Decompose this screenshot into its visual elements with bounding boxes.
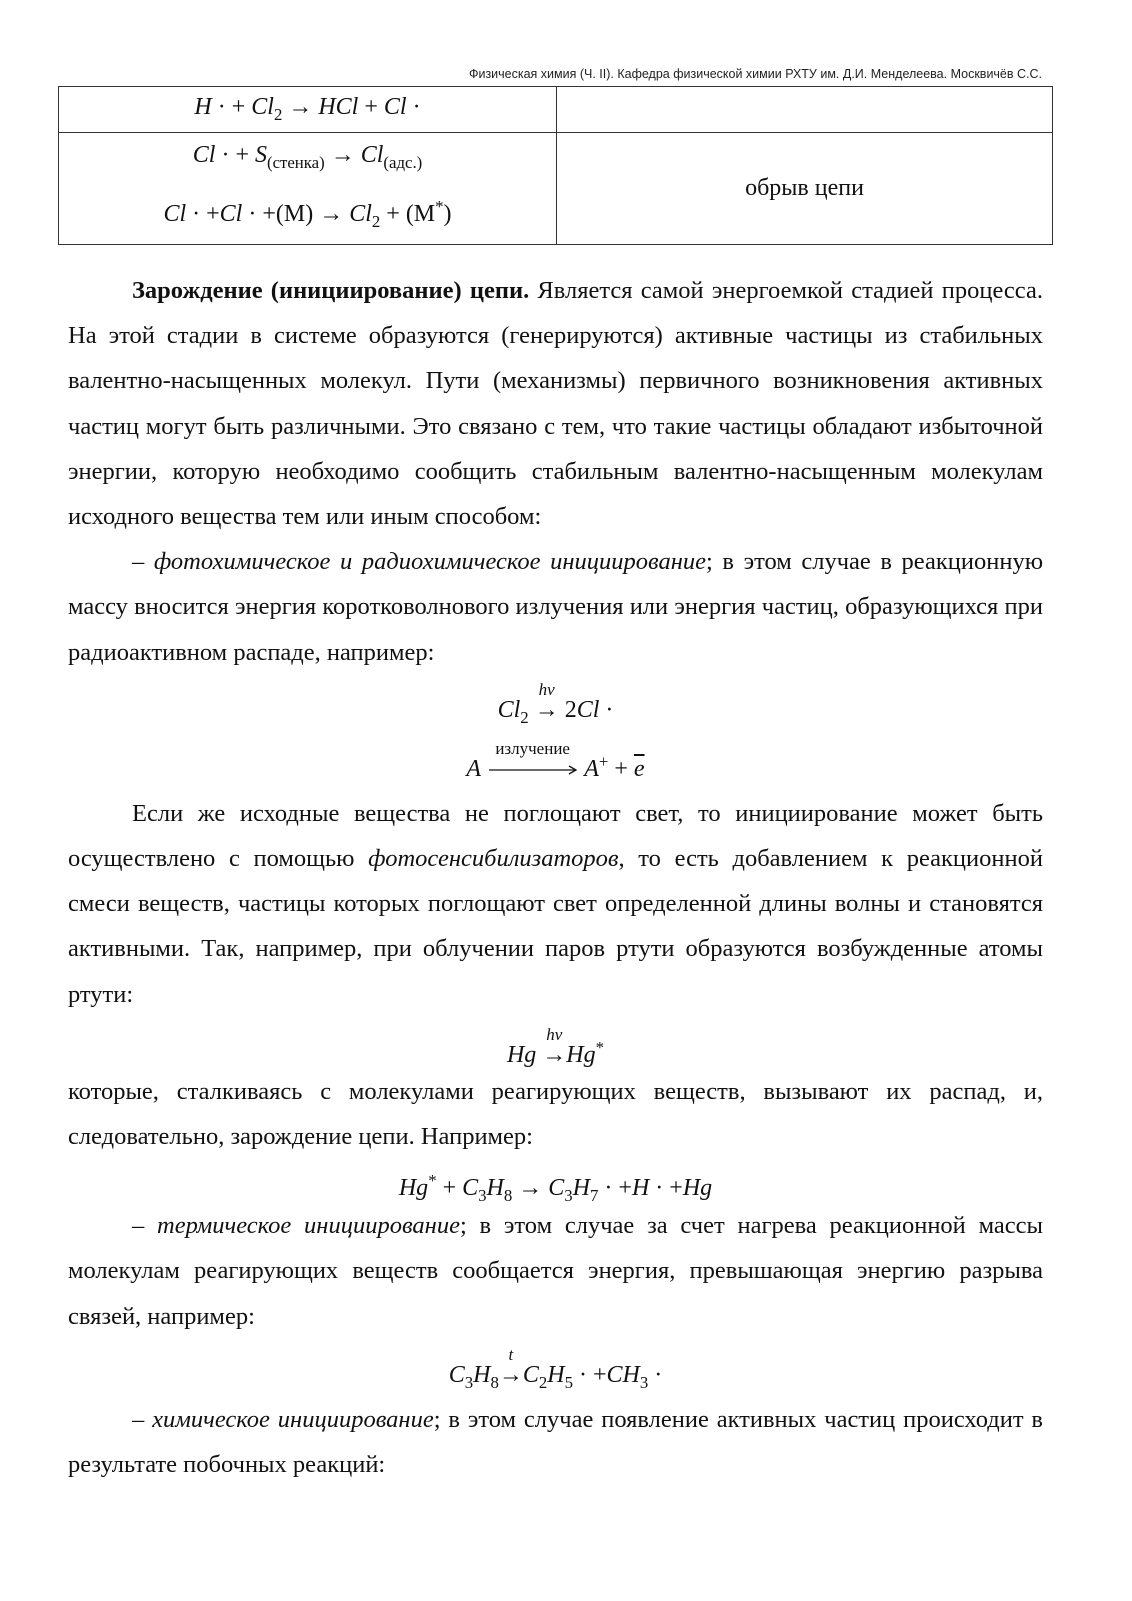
table-cell xyxy=(59,87,557,133)
table-cell-chain-termination: обрыв цепи xyxy=(557,133,1053,245)
reaction-arrow xyxy=(542,1024,567,1076)
reaction-arrow xyxy=(534,679,559,731)
equation: Cl · + $S_{(стенка)} \to Cl_{(адс.)}$ xyxy=(192,142,423,172)
paragraph-text: ; в этом случае появление активных частиц происходит в результате побочных реакций: xyxy=(68,1405,1043,1479)
arrow-condition-label: t xyxy=(508,1344,514,1364)
arrow-condition-label: излучение xyxy=(495,738,570,758)
paragraph xyxy=(68,268,1043,539)
term: химическое инициирование xyxy=(152,1405,434,1433)
paragraph-text: ; в этом случае за счет нагрева реакционной массы молекулам реагирующих веществ сообщается энергия, превышающая энергию разрыва связей, например: xyxy=(68,1212,1043,1330)
table-cell xyxy=(59,133,557,245)
equation: Hg hν →Hg* xyxy=(68,1017,1043,1069)
paragraph xyxy=(68,1397,1043,1487)
reactions-table xyxy=(58,86,1053,245)
equation: $Cl_2$ hν → 2Cl · xyxy=(68,675,1043,731)
paragraph-text: , то есть добавлением к реакционной смеси веществ, частицы которых поглощают свет определенной длины волны и становятся активными. Так, например, при облучении паров ртути образуются возбужденные атомы ртути: xyxy=(68,845,1043,1008)
dash: – xyxy=(132,548,154,576)
table-row xyxy=(59,87,1053,133)
paragraph xyxy=(68,539,1043,675)
table-row xyxy=(59,133,1053,245)
arrow-icon: → xyxy=(542,1041,567,1068)
equation: $C_3H_8$ t $\to C_2H_5 \cdot +CH_3$ · xyxy=(68,1339,1043,1397)
equation: $Cl \cdot +Cl \cdot +(M) \to Cl_2 + (M^*)$ xyxy=(163,196,452,231)
paragraph xyxy=(68,791,1043,1017)
paragraph-text: Если же исходные вещества не поглощают свет, то инициирование может быть осуществлено с помощью xyxy=(68,799,1043,873)
term: термическое инициирование xyxy=(157,1212,460,1240)
reaction-arrow xyxy=(498,1344,523,1397)
section-heading: Зарождение (инициирование) цепи. xyxy=(132,277,530,304)
paragraph xyxy=(68,1203,1043,1339)
main-text xyxy=(68,268,1043,1487)
paragraph-text: Является самой энергоемкой стадией процесса. На этой стадии в системе образуются (генерируются) активные частицы из стабильных валентно-насыщенных молекул. Пути (механизмы) первичного возникновения активных частиц могут быть различными. Это связано с тем, что такие частицы обладают избыточной энергии, которую необходимо сообщить стабильным валентно-насыщенным молекулам исходного вещества тем или иным способом: xyxy=(68,277,1043,531)
arrow-condition-label: hν xyxy=(538,679,555,699)
arrow-icon: → xyxy=(534,696,559,723)
dash: – xyxy=(132,1212,158,1240)
equation: $Hg^* + C_3H_8 \to C_3H_7 \cdot +H \cdot +Hg$ xyxy=(398,1171,713,1206)
table-cell xyxy=(557,87,1053,133)
dash: – xyxy=(132,1405,153,1433)
page-header: Физическая химия (Ч. II). Кафедра физической химии РХТУ им. Д.И. Менделеева. Москвичёв С.С. xyxy=(468,67,1042,81)
equation: H · + $Cl_2$ → HCl + Cl · xyxy=(194,94,421,124)
paragraph: которые, сталкиваясь с молекулами реагирующих веществ, вызывают их распад, и, следовательно, зарождение цепи. Например: xyxy=(68,1077,1043,1151)
arrow-icon: → xyxy=(498,1361,523,1388)
equation: A излучение $A^+ + \overline{e}$ xyxy=(68,731,1043,785)
term: фотосенсибилизаторов xyxy=(368,845,619,873)
paragraph-text: ; в этом случае в реакционную массу вносится энергия коротковолнового излучения или энергия частиц, образующихся при радиоактивном распаде, например: xyxy=(68,548,1044,666)
arrow-condition-label: hν xyxy=(546,1024,563,1044)
term: фотохимическое и радиохимическое инициирование xyxy=(153,548,707,576)
